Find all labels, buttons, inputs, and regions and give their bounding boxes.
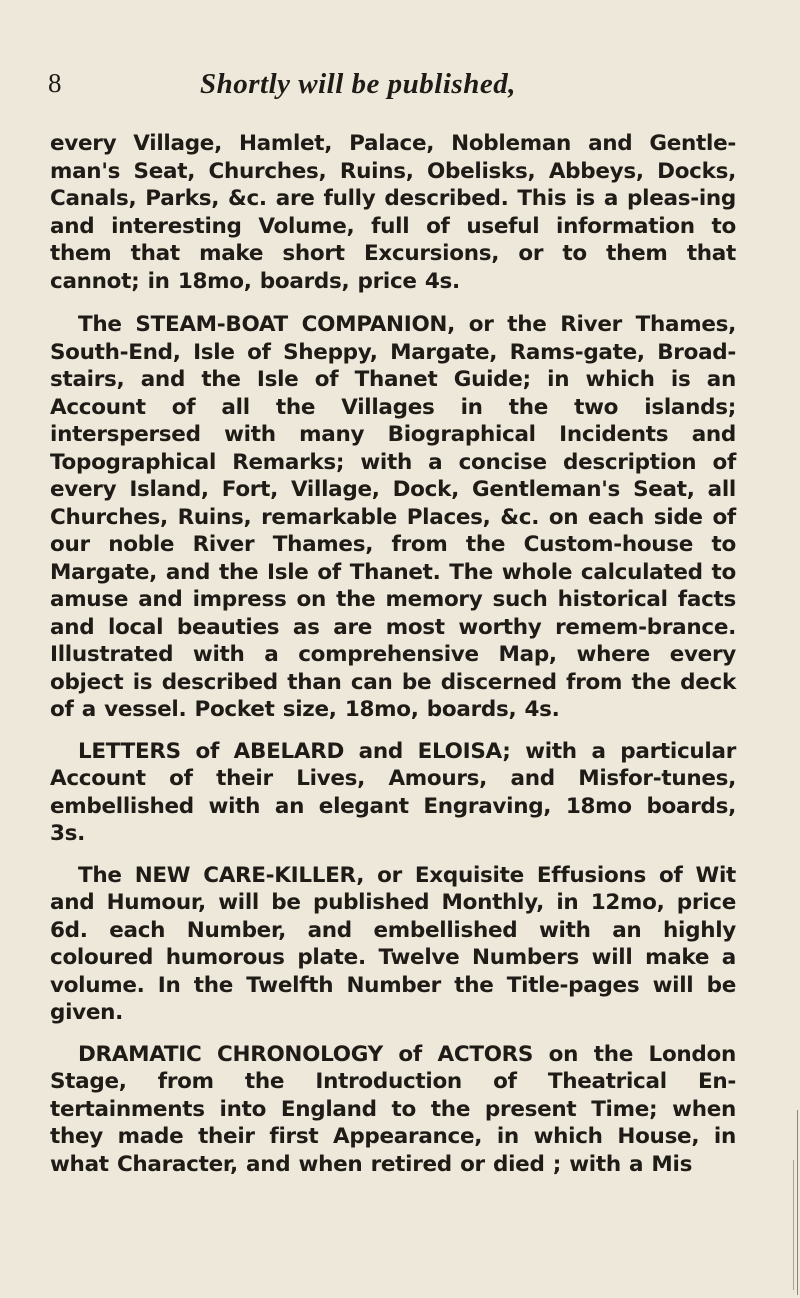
- advertisement-text: [50, 130, 736, 1192]
- entry-steam-boat-companion: The STEAM-BOAT COMPANION, or the River Thames, South-End, Isle of Sheppy, Margate, Rams-gate, Broad-stairs, and the Isle of Thanet Guide; in which is an Account of all the Villages in the two islands; interspersed with many Biographical Incidents and Topographical Remarks; with a concise description of every Island, Fort, Village, Dock, Gentleman's Seat, all Churches, Ruins, remarkable Places, &c. on each side of our noble River Thames, from the Custom-house to Margate, and the Isle of Thanet. The whole calculated to amuse and impress on the memory such historical facts and local beauties as are most worthy remem-brance. Illustrated with a comprehensive Map, where every object is described than can be discerned from the deck of a vessel. Pocket size, 18mo, boards, 4s.: [50, 312, 736, 722]
- page-header: [48, 68, 748, 108]
- entry-letters-abelard-eloisa: LETTERS of ABELARD and ELOISA; with a particular Account of their Lives, Amours, and Misfor-tunes, embellished with an elegant Engraving, 18mo boards, 3s.: [50, 738, 736, 846]
- page-edge-line: [797, 1110, 798, 1295]
- running-title: Shortly will be published,: [200, 68, 516, 100]
- page-number: 8: [48, 68, 62, 98]
- page-edge-line-inner: [793, 1160, 794, 1290]
- entry-dramatic-chronology: DRAMATIC CHRONOLOGY of ACTORS on the London Stage, from the Introduction of Theatrical En-tertainments into England to the present Time; when they made their first Appearance, in which House, in what Character, and when retired or died ; with a Mis: [50, 1041, 736, 1177]
- entry-continuation: every Village, Hamlet, Palace, Nobleman and Gentle-man's Seat, Churches, Ruins, Obelisks, Abbeys, Docks, Canals, Parks, &c. are fully described. This is a pleas-ing and interesting Volume, full of useful information to them that make short Excursions, or to them that cannot; in 18mo, boards, price 4s.: [50, 131, 736, 294]
- entry-new-care-killer: The NEW CARE-KILLER, or Exquisite Effusions of Wit and Humour, will be published Monthly, in 12mo, price 6d. each Number, and embellished with an highly coloured humorous plate. Twelve Numbers will make a volume. In the Twelfth Number the Title-pages will be given.: [50, 862, 736, 1025]
